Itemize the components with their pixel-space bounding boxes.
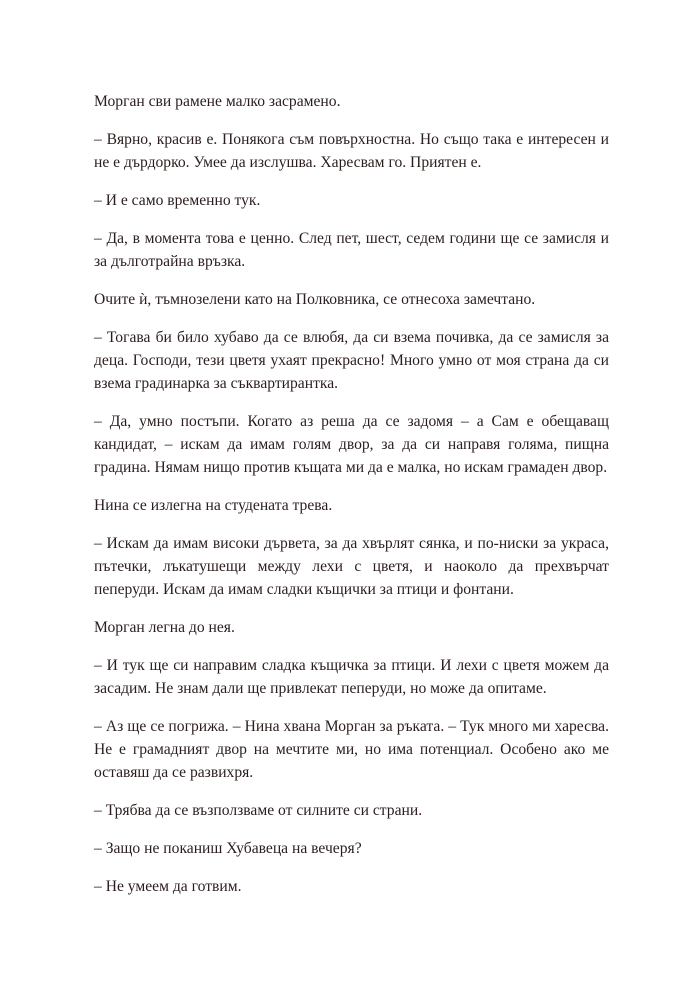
paragraph: – Искам да имам високи дървета, за да хвърлят сянка, и по-ниски за украса, пътечки, лъкатушещи между лехи с цветя, и наоколо да прехвърчат пеперуди. Искам да имам сладки къщички за птици и фонтани. bbox=[94, 535, 609, 598]
paragraph: – Да, в момента това е ценно. След пет, шест, седем години ще се замисля и за дълготрайна връзка. bbox=[94, 230, 609, 270]
body-text bbox=[94, 90, 609, 913]
paragraph: Морган легна до нея. bbox=[94, 619, 235, 636]
paragraph: – И е само временно тук. bbox=[94, 192, 261, 209]
paragraph: – Аз ще се погрижа. – Нина хвана Морган за ръката. – Тук много ми харесва. Не е грамадният двор на мечтите ми, но има потенциал. Особено ако ме оставяш да се развихря. bbox=[94, 718, 609, 781]
paragraph: – Не умеем да готвим. bbox=[94, 878, 242, 895]
paragraph: Очите ѝ, тъмнозелени като на Полковника, се отнесоха замечтано. bbox=[94, 291, 536, 308]
paragraph: – Вярно, красив е. Понякога съм повърхностна. Но също така е интересен и не е дърдорко. Умее да изслушва. Харесвам го. Приятен е. bbox=[94, 131, 609, 171]
paragraph: Морган сви рамене малко засрамено. bbox=[94, 93, 341, 110]
paragraph: – Тогава би било хубаво да се влюбя, да си взема почивка, да се замисля за деца. Господи, тези цветя ухаят прекрасно! Много умно от моя страна да си взема градинарка за съквартирантка. bbox=[94, 329, 609, 392]
paragraph: Нина се излегна на студената трева. bbox=[94, 497, 333, 514]
paragraph: – И тук ще си направим сладка къщичка за птици. И лехи с цветя можем да засадим. Не знам дали ще привлекат пеперуди, но може да опитаме. bbox=[94, 657, 609, 697]
paragraph: – Да, умно постъпи. Когато аз реша да се задомя – а Сам е обещаващ кандидат, – искам да имам голям двор, за да си направя голяма, пищна градина. Нямам нищо против къщата ми да е малка, но искам грамаден двор. bbox=[94, 413, 609, 476]
paragraph: – Защо не поканиш Хубавеца на вечеря? bbox=[94, 840, 362, 857]
paragraph: – Трябва да се възползваме от силните си страни. bbox=[94, 802, 423, 819]
